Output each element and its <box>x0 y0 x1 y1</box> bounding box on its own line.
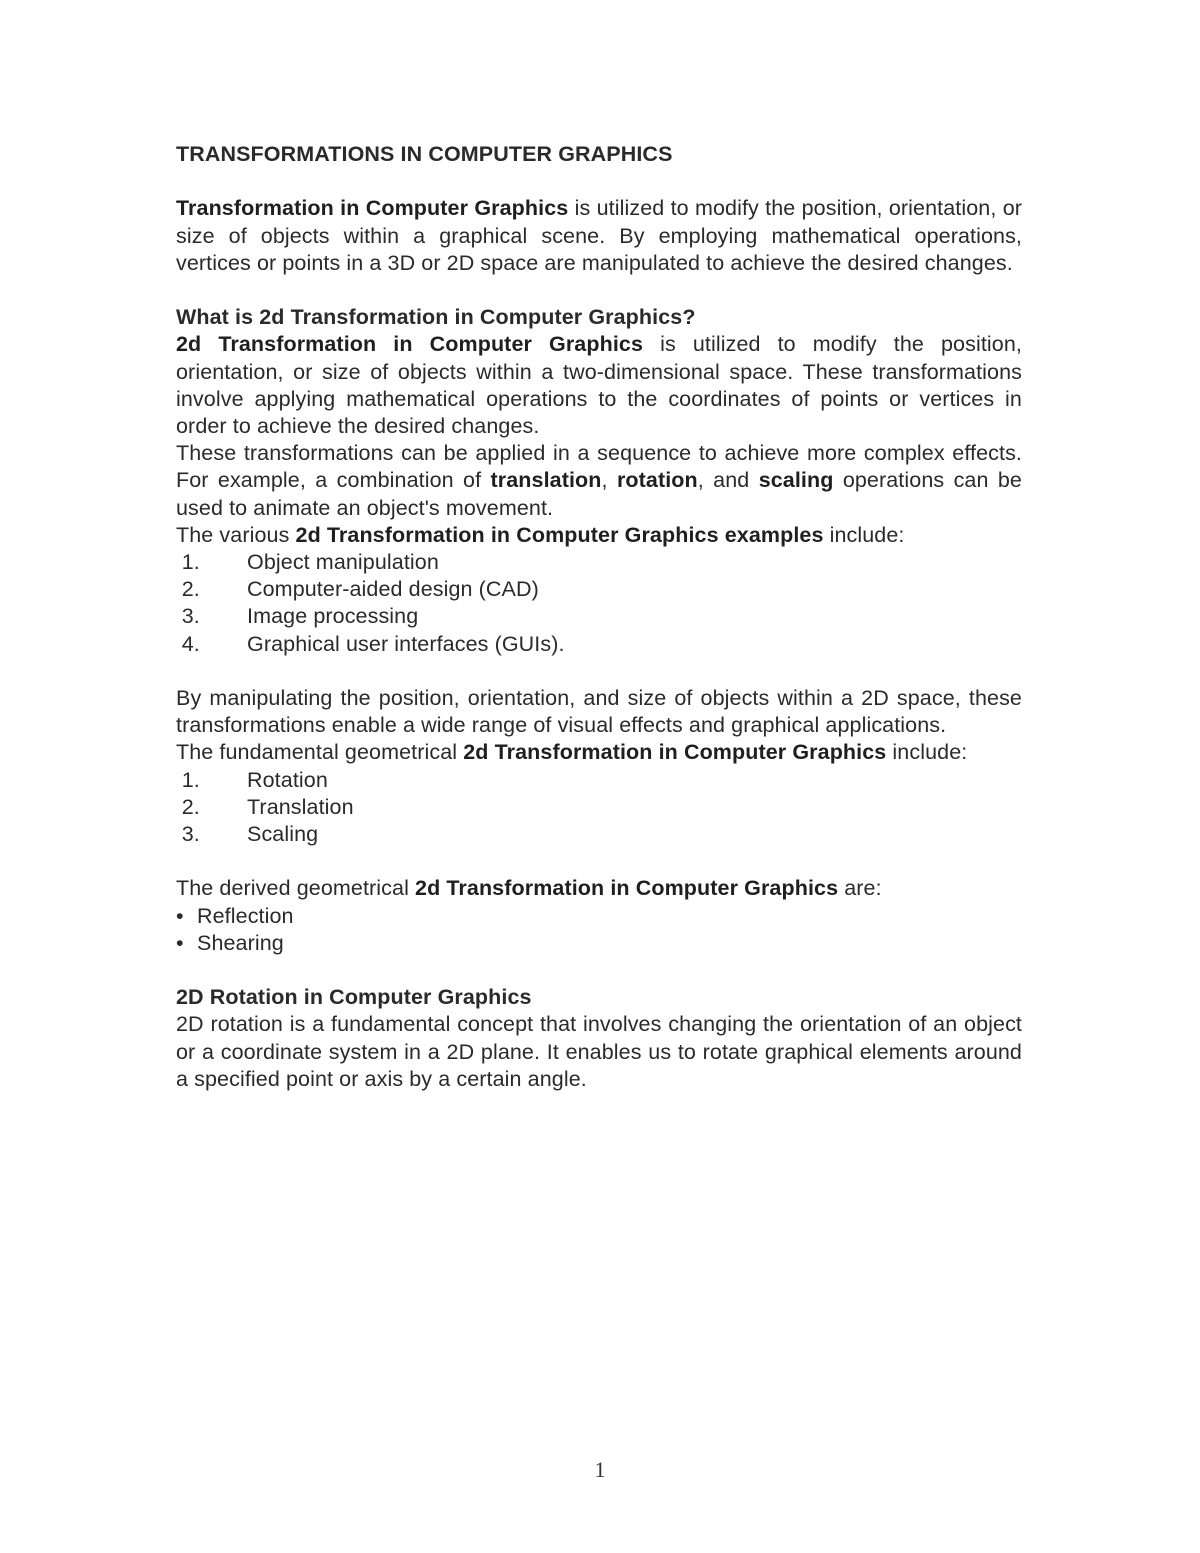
manipulation-paragraph: By manipulating the position, orientation, and size of objects within a 2D space, these transformations enable a wide range of visual effects and graphical applications. <box>176 686 1022 738</box>
derived-list <box>176 903 1022 957</box>
definition-paragraph <box>176 331 1022 440</box>
intro-term: Transformation in Computer Graphics <box>176 196 569 221</box>
section-2d-heading: What is 2d Transformation in Computer Graphics? <box>176 305 696 330</box>
rotation-heading: 2D Rotation in Computer Graphics <box>176 985 532 1010</box>
rotation-paragraph: 2D rotation is a fundamental concept that involves changing the orientation of an object or a coordinate system in a 2D plane. It enables us to rotate graphical elements around a specified point or axis by a certain angle. <box>176 1012 1022 1091</box>
derived-term: 2d Transformation in Computer Graphics <box>415 876 839 901</box>
derived-intro <box>176 875 1022 902</box>
list-item: • Shearing <box>176 930 1022 957</box>
list-item: • Reflection <box>176 903 1022 930</box>
rotation-term: rotation <box>616 468 698 493</box>
document-title: TRANSFORMATIONS IN COMPUTER GRAPHICS <box>176 142 673 166</box>
intro-paragraph <box>176 195 1022 277</box>
list-item: 1. Object manipulation <box>212 549 1022 576</box>
sequence-text: operations can be used to animate an object's movement. <box>176 468 1022 520</box>
fundamental-list <box>176 767 1022 849</box>
list-item: 4. Graphical user interfaces (GUIs). <box>212 631 1022 658</box>
sequence-text: , and <box>697 468 759 493</box>
examples-term: 2d Transformation in Computer Graphics examples <box>295 522 824 547</box>
fundamental-term: 2d Transformation in Computer Graphics <box>463 740 887 765</box>
intro-text: is utilized to modify the position, orientation, or size of objects within a graphical scene. By employing mathematical operations, vertices or points in a 3D or 2D space are manipulated to achieve the desired changes. <box>176 196 1023 275</box>
derived-text: are: <box>838 876 882 901</box>
examples-intro <box>176 522 1022 549</box>
fundamental-text: include: <box>886 740 968 765</box>
examples-text: include: <box>823 522 905 547</box>
fundamental-intro <box>176 739 1022 766</box>
sequence-text: , <box>601 468 617 493</box>
derived-text: The derived geometrical <box>176 876 416 901</box>
page-number: 1 <box>594 1457 606 1482</box>
translation-term: translation <box>490 468 602 493</box>
list-item: 3. Image processing <box>212 603 1022 630</box>
examples-text: The various <box>176 522 296 547</box>
list-item: 2. Translation <box>212 794 1022 821</box>
sequence-paragraph <box>176 440 1022 522</box>
list-item: 2. Computer-aided design (CAD) <box>212 576 1022 603</box>
fundamental-text: The fundamental geometrical <box>176 740 464 765</box>
examples-list <box>176 549 1022 658</box>
list-item: 3. Scaling <box>212 821 1022 848</box>
sequence-text: These transformations can be applied in a sequence to achieve more complex effects. For example, a combination of <box>176 441 1022 493</box>
definition-text: is utilized to modify the position, orientation, or size of objects within a two-dimensional space. These transformations involve applying mathematical operations to the coordinates of points or vertices in order to achieve the desired changes. <box>176 332 1022 438</box>
definition-term: 2d Transformation in Computer Graphics <box>176 332 644 357</box>
list-item: 1. Rotation <box>212 767 1022 794</box>
scaling-term: scaling <box>758 468 834 493</box>
document-body <box>176 141 1022 1093</box>
